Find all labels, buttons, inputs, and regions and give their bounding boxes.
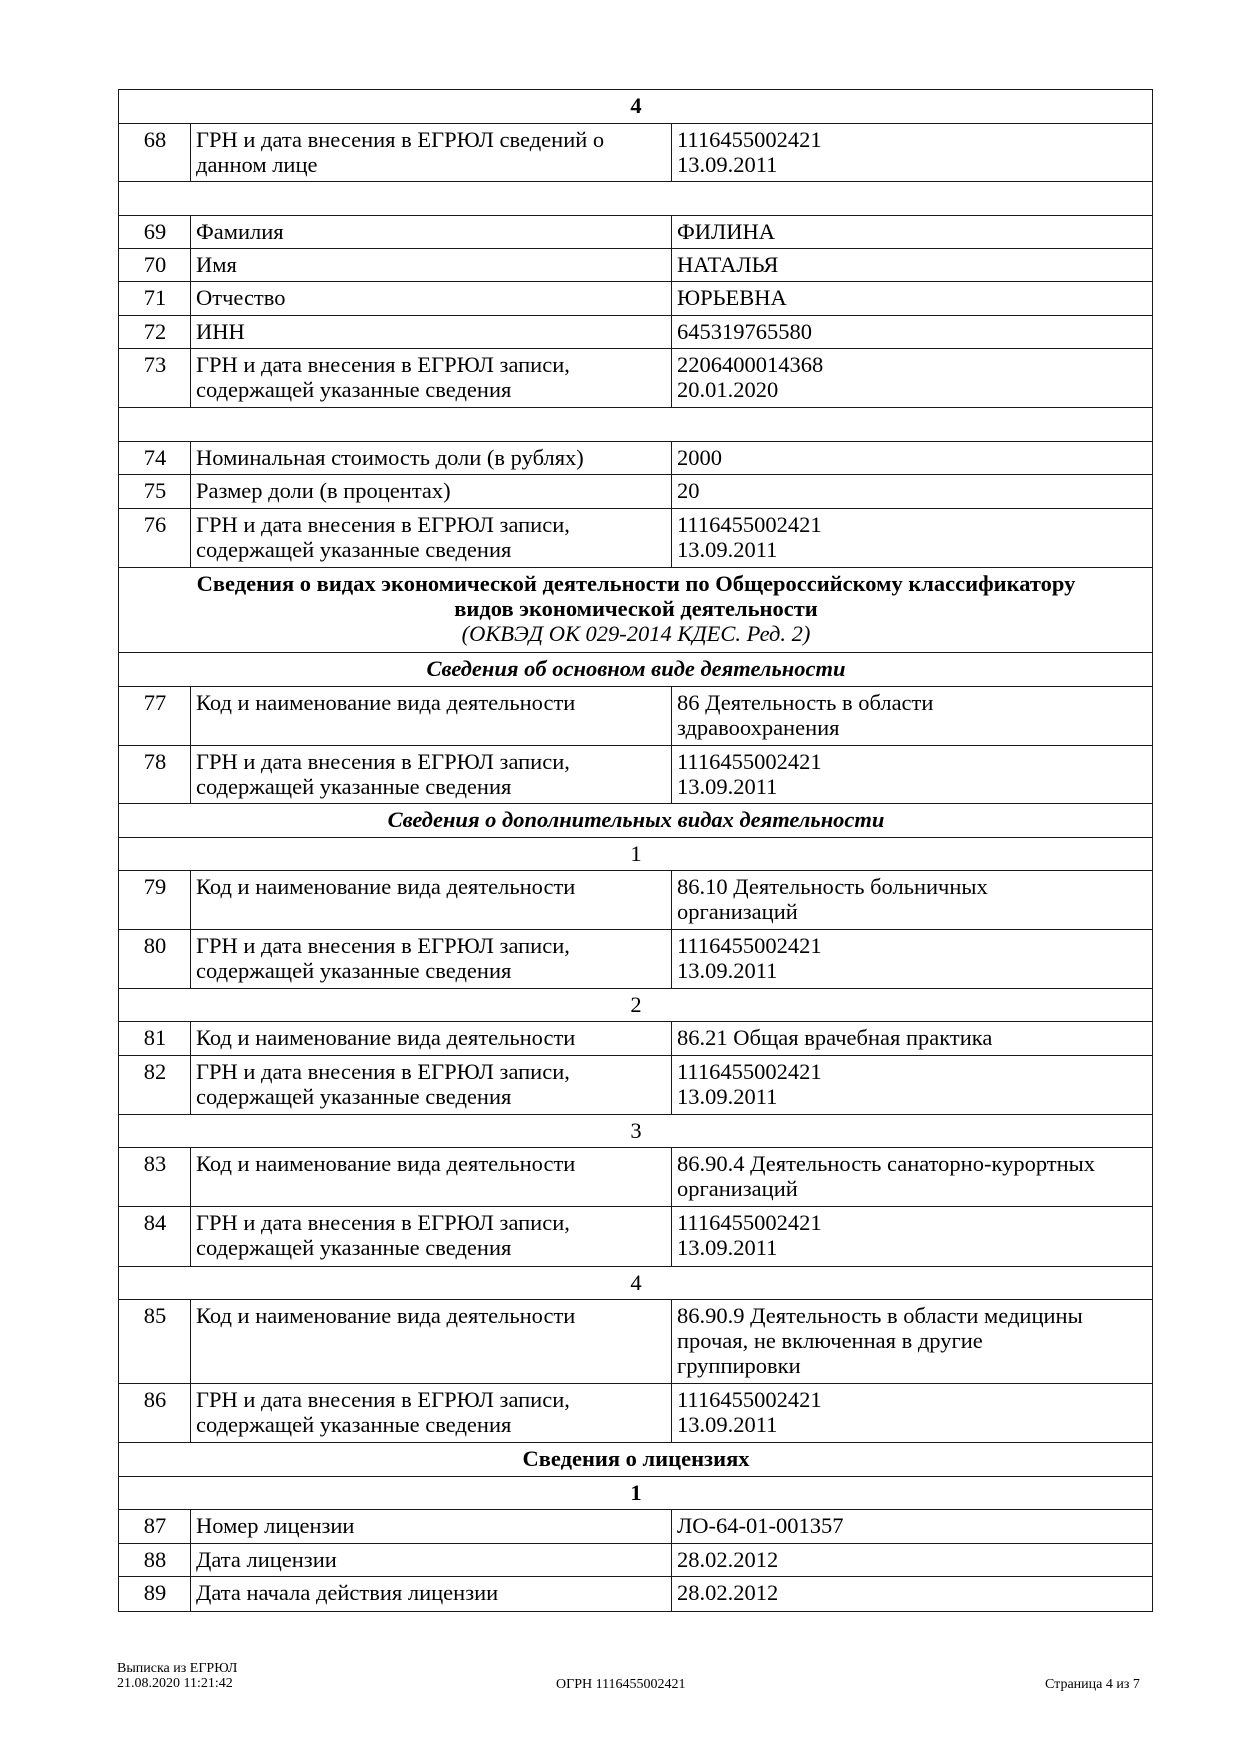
row-label: ИНН <box>191 316 672 349</box>
row-label: Дата начала действия лицензии <box>191 1577 672 1612</box>
label-line: содержащей указанные сведения <box>196 958 512 983</box>
subsection-title: Сведения о дополнительных видах деятельности <box>119 804 1153 838</box>
license-date-value: 28.02.2012 <box>672 1544 1153 1577</box>
row-label <box>191 349 672 408</box>
section-header-okved <box>119 568 1153 653</box>
row-number: 68 <box>119 124 191 182</box>
activity-value <box>672 1148 1153 1207</box>
label-line: содержащей указанные сведения <box>196 774 512 799</box>
label-line: содержащей указанные сведения <box>196 1412 512 1437</box>
table-row <box>119 509 1153 568</box>
row-label <box>191 746 672 804</box>
row-number: 71 <box>119 282 191 316</box>
activity-value <box>672 1300 1153 1384</box>
group-number-row <box>119 989 1153 1022</box>
row-number: 80 <box>119 930 191 989</box>
table-row <box>119 124 1153 182</box>
label-line: ГРН и дата внесения в ЕГРЮЛ записи, <box>196 1210 570 1235</box>
section-title-line: видов экономической деятельности <box>454 596 818 621</box>
row-label: Код и наименование вида деятельности <box>191 871 672 930</box>
grn-value: 1116455002421 <box>677 512 822 537</box>
section-subtitle: (ОКВЭД ОК 029-2014 КДЕС. Ред. 2) <box>461 621 811 646</box>
row-value <box>672 349 1153 408</box>
activity-value <box>672 687 1153 746</box>
label-line: содержащей указанные сведения <box>196 1235 512 1260</box>
activity-value: 86.21 Общая врачебная практика <box>672 1022 1153 1056</box>
table-row <box>119 930 1153 989</box>
label-line: ГРН и дата внесения в ЕГРЮЛ записи, <box>196 1387 570 1412</box>
grn-value: 1116455002421 <box>677 127 822 152</box>
table-row <box>119 687 1153 746</box>
row-label: Фамилия <box>191 216 672 249</box>
share-nominal-value: 2000 <box>672 442 1153 475</box>
row-number: 83 <box>119 1148 191 1207</box>
row-label: Имя <box>191 249 672 282</box>
row-label: ГРН и дата внесения в ЕГРЮЛ сведений о данном лице <box>191 124 672 182</box>
grn-value: 1116455002421 <box>677 933 822 958</box>
table-row <box>119 442 1153 475</box>
empty-cell <box>119 408 1153 442</box>
value-line: 86.90.9 Деятельность в области медицины <box>677 1303 1083 1328</box>
table-row <box>119 1577 1153 1612</box>
date-value: 13.09.2011 <box>677 537 778 562</box>
table-row <box>119 1056 1153 1115</box>
first-name-value: НАТАЛЬЯ <box>672 249 1153 282</box>
group-number-row <box>119 1115 1153 1148</box>
row-number: 87 <box>119 1510 191 1544</box>
row-value <box>672 1384 1153 1443</box>
row-label: Номинальная стоимость доли (в рублях) <box>191 442 672 475</box>
table-row <box>119 1207 1153 1267</box>
label-line: ГРН и дата внесения в ЕГРЮЛ записи, <box>196 352 570 377</box>
date-value: 13.09.2011 <box>677 774 778 799</box>
label-line: ГРН и дата внесения в ЕГРЮЛ записи, <box>196 512 570 537</box>
row-value <box>672 1056 1153 1115</box>
row-number: 79 <box>119 871 191 930</box>
group-number: 1 <box>119 838 1153 871</box>
row-number: 81 <box>119 1022 191 1056</box>
table-row <box>119 1384 1153 1443</box>
label-line: ГРН и дата внесения в ЕГРЮЛ записи, <box>196 1059 570 1084</box>
section-title <box>119 568 1153 653</box>
value-line: 86 Деятельность в области <box>677 690 934 715</box>
footer-timestamp: 21.08.2020 11:21:42 <box>117 1676 233 1691</box>
grn-value: 1116455002421 <box>677 1210 822 1235</box>
row-value <box>672 930 1153 989</box>
footer-ogrn: ОГРН 1116455002421 <box>556 1677 686 1692</box>
license-number-header <box>119 1477 1153 1510</box>
row-number: 73 <box>119 349 191 408</box>
empty-cell <box>119 182 1153 216</box>
label-line: содержащей указанные сведения <box>196 537 512 562</box>
row-label <box>191 1207 672 1267</box>
row-label: Код и наименование вида деятельности <box>191 1148 672 1207</box>
group-number-row <box>119 838 1153 871</box>
table-row <box>119 1544 1153 1577</box>
table-row <box>119 216 1153 249</box>
row-value <box>672 746 1153 804</box>
empty-separator-row <box>119 408 1153 442</box>
label-line: ГРН и дата внесения в ЕГРЮЛ записи, <box>196 933 570 958</box>
row-value <box>672 1207 1153 1267</box>
group-number: 2 <box>119 989 1153 1022</box>
row-number: 84 <box>119 1207 191 1267</box>
row-value <box>672 509 1153 568</box>
row-number: 78 <box>119 746 191 804</box>
surname-value: ФИЛИНА <box>672 216 1153 249</box>
section-title-line: Сведения о видах экономической деятельности по Общероссийскому классификатору <box>196 571 1076 596</box>
table-row <box>119 1510 1153 1544</box>
egrul-extract-table <box>118 89 1153 1612</box>
row-number: 74 <box>119 442 191 475</box>
row-label <box>191 1056 672 1115</box>
table-row <box>119 475 1153 509</box>
label-line: ГРН и дата внесения в ЕГРЮЛ записи, <box>196 749 570 774</box>
grn-value: 1116455002421 <box>677 1387 822 1412</box>
value-line: организаций <box>677 899 798 924</box>
table-row <box>119 1300 1153 1384</box>
license-index: 1 <box>119 1477 1153 1510</box>
license-start-date-value: 28.02.2012 <box>672 1577 1153 1612</box>
share-percent-value: 20 <box>672 475 1153 509</box>
value-line: здравоохранения <box>677 715 840 740</box>
empty-separator-row <box>119 182 1153 216</box>
footer-page-number: Страница 4 из 7 <box>1045 1677 1140 1692</box>
row-label: Размер доли (в процентах) <box>191 475 672 509</box>
row-number: 82 <box>119 1056 191 1115</box>
participant-number: 4 <box>119 90 1153 124</box>
participant-number-header <box>119 90 1153 124</box>
row-number: 70 <box>119 249 191 282</box>
label-line: содержащей указанные сведения <box>196 377 512 402</box>
section-title: Сведения о лицензиях <box>119 1443 1153 1477</box>
subsection-header-additional-activities <box>119 804 1153 838</box>
row-label <box>191 1384 672 1443</box>
date-value: 13.09.2011 <box>677 152 778 177</box>
row-label: Код и наименование вида деятельности <box>191 1022 672 1056</box>
row-label <box>191 930 672 989</box>
table-row <box>119 282 1153 316</box>
patronymic-value: ЮРЬЕВНА <box>672 282 1153 316</box>
row-label <box>191 509 672 568</box>
row-number: 76 <box>119 509 191 568</box>
row-label: Код и наименование вида деятельности <box>191 687 672 746</box>
grn-value: 2206400014368 <box>677 352 824 377</box>
group-number: 4 <box>119 1267 1153 1300</box>
row-number: 88 <box>119 1544 191 1577</box>
row-label: Дата лицензии <box>191 1544 672 1577</box>
value-line: организаций <box>677 1176 798 1201</box>
date-value: 13.09.2011 <box>677 1412 778 1437</box>
footer-doc-title: Выписка из ЕГРЮЛ <box>117 1661 238 1676</box>
value-line: прочая, не включенная в другие <box>677 1328 983 1353</box>
row-number: 86 <box>119 1384 191 1443</box>
value-line: группировки <box>677 1353 801 1378</box>
footer-document-info <box>117 1661 237 1691</box>
date-value: 20.01.2020 <box>677 377 779 402</box>
row-label: Код и наименование вида деятельности <box>191 1300 672 1384</box>
grn-value: 1116455002421 <box>677 1059 822 1084</box>
row-number: 85 <box>119 1300 191 1384</box>
value-line: 86.10 Деятельность больничных <box>677 874 988 899</box>
row-label: Отчество <box>191 282 672 316</box>
row-number: 75 <box>119 475 191 509</box>
row-number: 72 <box>119 316 191 349</box>
group-number-row <box>119 1267 1153 1300</box>
license-number-value: ЛО-64-01-001357 <box>672 1510 1153 1544</box>
table-row <box>119 316 1153 349</box>
subsection-header-main-activity <box>119 653 1153 687</box>
row-label: Номер лицензии <box>191 1510 672 1544</box>
activity-value <box>672 871 1153 930</box>
table-row <box>119 349 1153 408</box>
date-value: 13.09.2011 <box>677 958 778 983</box>
date-value: 13.09.2011 <box>677 1084 778 1109</box>
row-number: 89 <box>119 1577 191 1612</box>
table-row <box>119 746 1153 804</box>
table-row <box>119 249 1153 282</box>
section-header-licenses <box>119 1443 1153 1477</box>
row-number: 77 <box>119 687 191 746</box>
table-row <box>119 871 1153 930</box>
table-row <box>119 1148 1153 1207</box>
row-number: 69 <box>119 216 191 249</box>
inn-value: 645319765580 <box>672 316 1153 349</box>
value-line: 86.90.4 Деятельность санаторно-курортных <box>677 1151 1096 1176</box>
grn-value: 1116455002421 <box>677 749 822 774</box>
row-value <box>672 124 1153 182</box>
label-line: содержащей указанные сведения <box>196 1084 512 1109</box>
group-number: 3 <box>119 1115 1153 1148</box>
date-value: 13.09.2011 <box>677 1235 778 1260</box>
table-row <box>119 1022 1153 1056</box>
subsection-title: Сведения об основном виде деятельности <box>119 653 1153 687</box>
